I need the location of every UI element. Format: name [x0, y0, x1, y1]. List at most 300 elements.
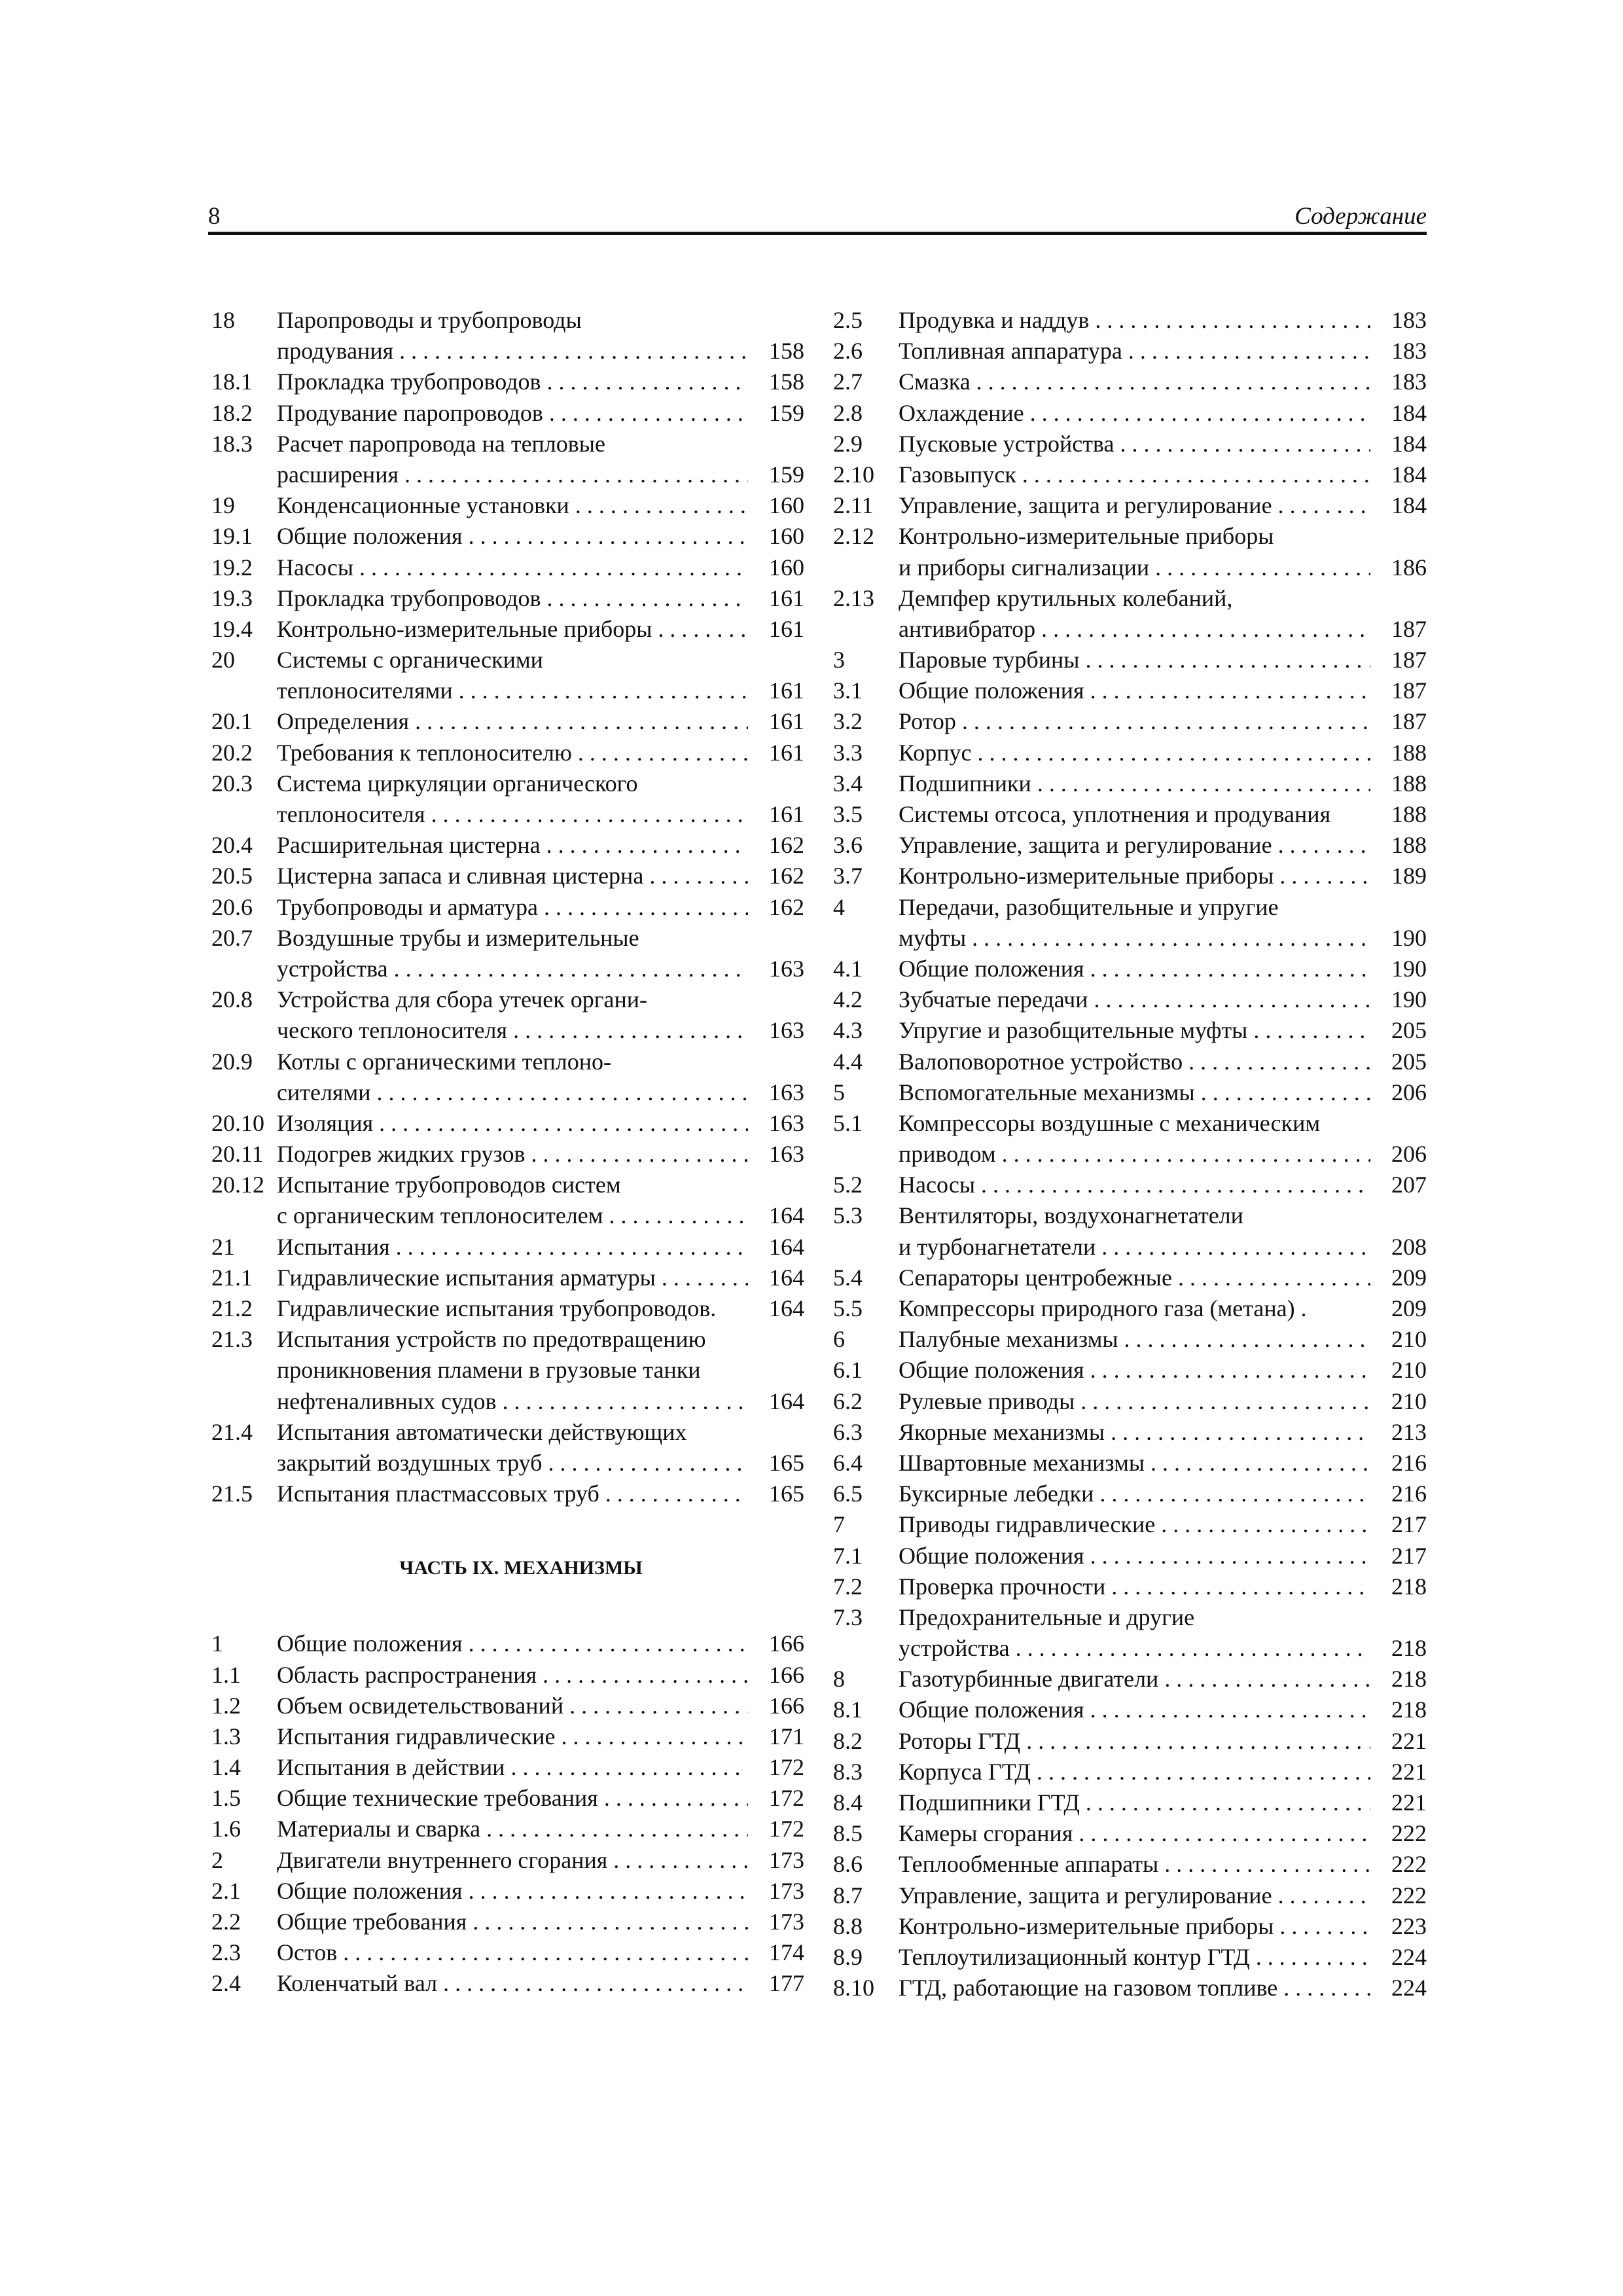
toc-entry-title: Проверка прочности . . . — [899, 1571, 1370, 1602]
toc-entry-number: 2.8 — [833, 399, 863, 426]
toc-entry-page: 216 — [1391, 1480, 1427, 1507]
toc-entry-page: 190 — [1391, 955, 1427, 982]
toc-entry — [833, 1633, 1427, 1664]
toc-entry-title: Сепараторы центробежные . . . — [899, 1263, 1370, 1293]
toc-entry-title: Насосы . . . — [899, 1170, 1370, 1200]
toc-entry-number: 4.4 — [833, 1048, 863, 1075]
toc-entry-title: Расчет паропровода на тепловые — [277, 430, 605, 457]
toc-entry-title: продувания . . . — [277, 336, 748, 367]
toc-entry-page: 164 — [769, 1233, 804, 1260]
toc-entry-title: Демпфер крутильных колебаний, — [899, 584, 1233, 611]
toc-entry-title: Расширительная цистерна . . . — [277, 830, 748, 861]
toc-entry-title: Контрольно-измерительные приборы — [899, 523, 1274, 550]
toc-entry-title: Двигатели внутреннего сгорания . . . — [277, 1845, 748, 1876]
toc-entry-page: 158 — [769, 368, 804, 395]
toc-entry-page: 173 — [769, 1909, 804, 1935]
toc-entry-page: 172 — [769, 1816, 804, 1842]
toc-entry-page: 158 — [769, 338, 804, 365]
toc-entry-page: 186 — [1391, 554, 1427, 581]
toc-entry-title: Топливная аппаратура . . . — [899, 336, 1370, 367]
toc-entry-number: 1.2 — [211, 1692, 241, 1719]
toc-entry — [211, 1077, 804, 1108]
toc-entry-page: 187 — [1391, 708, 1427, 735]
toc-entry — [211, 1324, 804, 1355]
toc-entry-title: Управление, защита и регулирование . . . — [899, 490, 1370, 521]
toc-entry-page: 166 — [769, 1692, 804, 1719]
toc-entry-number: 18.2 — [211, 399, 253, 426]
toc-entry-page: 188 — [1391, 739, 1427, 766]
toc-entry-page: 208 — [1391, 1233, 1427, 1260]
toc-entry-title: Вспомогательные механизмы . . . — [899, 1077, 1370, 1108]
toc-entry — [211, 1200, 804, 1231]
toc-entry-title: Трубопроводы и арматура . . . — [277, 892, 748, 923]
toc-entry — [211, 398, 804, 429]
toc-entry-title: Устройства для сбора утечек органи- — [277, 986, 647, 1013]
toc-entry-number: 7.1 — [833, 1542, 863, 1569]
toc-entry-page: 165 — [769, 1480, 804, 1507]
toc-entry-title: Котлы с органическими теплоно- — [277, 1048, 611, 1075]
toc-entry — [211, 1814, 804, 1844]
toc-entry-page: 188 — [1391, 770, 1427, 797]
toc-entry-number: 19.3 — [211, 584, 253, 611]
page-header — [208, 202, 1427, 235]
toc-entry — [211, 552, 804, 583]
toc-entry — [833, 923, 1427, 954]
toc-entry-number: 2.6 — [833, 338, 863, 365]
toc-entry-title: Теплоутилизационный контур ГТД . . . — [899, 1942, 1370, 1973]
toc-entry-page: 213 — [1391, 1418, 1427, 1445]
toc-entry-title: Общие положения . . . — [899, 675, 1370, 706]
toc-entry — [833, 1324, 1427, 1355]
toc-entry-title: устройства . . . — [899, 1633, 1370, 1664]
toc-entry-page: 161 — [769, 677, 804, 704]
toc-entry-page: 224 — [1391, 1975, 1427, 2001]
toc-entry-number: 8.7 — [833, 1882, 863, 1909]
toc-entry — [833, 1448, 1427, 1479]
toc-entry-title: Испытания . . . — [277, 1232, 748, 1263]
toc-entry-page: 205 — [1391, 1048, 1427, 1075]
toc-entry — [833, 984, 1427, 1015]
toc-entry — [211, 1876, 804, 1907]
toc-entry-page: 163 — [769, 1079, 804, 1105]
toc-entry-title: Общие положения . . . — [277, 1876, 748, 1907]
toc-entry-number: 2.9 — [833, 430, 863, 457]
toc-entry-page: 184 — [1391, 399, 1427, 426]
toc-entry-title: Теплообменные аппараты . . . — [899, 1849, 1370, 1880]
toc-entry — [211, 1968, 804, 1999]
toc-entry-title: Материалы и сварка . . . — [277, 1814, 748, 1844]
toc-entry-page: 183 — [1391, 338, 1427, 365]
toc-entry-page: 177 — [769, 1970, 804, 1997]
toc-entry-title: закрытий воздушных труб . . . — [277, 1448, 748, 1479]
toc-entry — [211, 1660, 804, 1691]
toc-entry — [211, 892, 804, 923]
toc-entry-title: Испытания в действии . . . — [277, 1752, 748, 1783]
toc-entry — [211, 1232, 804, 1263]
toc-entry-page: 187 — [1391, 647, 1427, 673]
toc-entry — [211, 830, 804, 861]
toc-entry-number: 4.1 — [833, 955, 863, 982]
toc-entry — [833, 1355, 1427, 1386]
toc-entry-title: расширения . . . — [277, 459, 748, 490]
toc-entry-number: 21.4 — [211, 1418, 253, 1445]
toc-entry — [833, 892, 1427, 923]
toc-entry-title: с органическим теплоносителем . . . — [277, 1200, 748, 1231]
toc-entry-page: 183 — [1391, 368, 1427, 395]
toc-entry — [833, 429, 1427, 459]
toc-entry-page: 161 — [769, 584, 804, 611]
toc-entry-page: 174 — [769, 1939, 804, 1966]
toc-entry-number: 5.5 — [833, 1295, 863, 1321]
toc-entry — [833, 1077, 1427, 1108]
toc-entry — [833, 1232, 1427, 1263]
toc-entry-title: Изоляция . . . — [277, 1108, 748, 1139]
toc-entry-title: Остов . . . — [277, 1937, 748, 1968]
toc-entry-page: 206 — [1391, 1141, 1427, 1168]
toc-entry — [833, 1479, 1427, 1509]
toc-entry-number: 1 — [211, 1630, 223, 1657]
toc-entry-title: Компрессоры воздушные с механическим — [899, 1109, 1321, 1136]
toc-entry-title: Продувка и наддув . . . — [899, 305, 1370, 336]
toc-entry-page: 172 — [769, 1754, 804, 1781]
toc-entry-number: 5.4 — [833, 1264, 863, 1291]
toc-entry-title: Палубные механизмы . . . — [899, 1324, 1370, 1355]
toc-entry-number: 3.5 — [833, 801, 863, 827]
toc-entry-title: Подогрев жидких грузов . . . — [277, 1139, 748, 1170]
toc-entry-title: Предохранительные и другие — [899, 1604, 1195, 1630]
toc-entry-title: Цистерна запаса и сливная цистерна . . . — [277, 861, 748, 891]
toc-entry-page: 188 — [1391, 801, 1427, 827]
toc-entry — [833, 1386, 1427, 1417]
toc-entry — [211, 706, 804, 737]
toc-entry-page: 184 — [1391, 492, 1427, 519]
toc-entry — [833, 1170, 1427, 1200]
toc-entry-title: Общие положения . . . — [277, 1628, 748, 1659]
toc-entry-number: 1.6 — [211, 1816, 241, 1842]
toc-entry-number: 21 — [211, 1233, 235, 1260]
toc-entry-page: 190 — [1391, 986, 1427, 1013]
toc-entry — [833, 1757, 1427, 1787]
toc-entry-title: Корпуса ГТД . . . — [899, 1757, 1370, 1787]
toc-entry-page: 164 — [769, 1202, 804, 1229]
toc-entry-number: 20.12 — [211, 1172, 264, 1198]
toc-right-column — [833, 305, 1427, 2003]
toc-entry-page: 160 — [769, 523, 804, 550]
toc-entry-title: Рулевые приводы . . . — [899, 1386, 1370, 1417]
toc-entry-page: 187 — [1391, 615, 1427, 642]
toc-entry-number: 6.5 — [833, 1480, 863, 1507]
toc-entry-page: 221 — [1391, 1758, 1427, 1785]
toc-entry-page: 163 — [769, 955, 804, 982]
toc-entry — [833, 1015, 1427, 1046]
toc-entry-title: нефтеналивных судов . . . — [277, 1386, 748, 1417]
toc-entry-page: 184 — [1391, 461, 1427, 488]
toc-entry-title: Системы с органическими — [277, 647, 543, 673]
toc-entry-number: 19.2 — [211, 554, 253, 581]
spacer — [211, 1509, 804, 1549]
toc-entry — [211, 1691, 804, 1721]
toc-entry-number: 20.4 — [211, 832, 253, 859]
toc-entry-number: 21.2 — [211, 1295, 253, 1321]
toc-entry-page: 162 — [769, 893, 804, 920]
toc-entry — [833, 1664, 1427, 1695]
toc-entry — [833, 459, 1427, 490]
toc-entry-page: 218 — [1391, 1635, 1427, 1662]
toc-entry-title: сителями . . . — [277, 1077, 748, 1108]
toc-entry-number: 2.1 — [211, 1877, 241, 1904]
toc-entry-number: 18 — [211, 307, 235, 333]
toc-entry-page: 183 — [1391, 307, 1427, 333]
toc-entry — [833, 1787, 1427, 1818]
toc-entry-page: 222 — [1391, 1882, 1427, 1909]
toc-entry — [833, 367, 1427, 397]
toc-entry-page: 223 — [1391, 1912, 1427, 1939]
toc-entry-number: 20.9 — [211, 1048, 253, 1075]
toc-entry-title: Контрольно-измерительные приборы . . . — [899, 1911, 1370, 1942]
toc-entry — [211, 490, 804, 521]
toc-entry — [833, 490, 1427, 521]
toc-entry-page: 224 — [1391, 1943, 1427, 1970]
toc-entry — [833, 1726, 1427, 1757]
toc-entry — [211, 1783, 804, 1814]
toc-entry — [211, 1907, 804, 1937]
toc-entry-number: 8.1 — [833, 1696, 863, 1723]
toc-entry-title: проникновения пламени в грузовые танки — [277, 1357, 701, 1384]
toc-entry-number: 3.7 — [833, 863, 863, 889]
toc-entry-number: 20.1 — [211, 708, 253, 735]
toc-entry-title: Конденсационные установки . . . — [277, 490, 748, 521]
toc-entry-title: Управление, защита и регулирование . . . — [899, 1880, 1370, 1911]
toc-entry-page: 209 — [1391, 1295, 1427, 1321]
toc-entry-title: Требования к теплоносителю . . . — [277, 738, 748, 768]
toc-entry-page: 162 — [769, 863, 804, 889]
toc-entry-page: 163 — [769, 1141, 804, 1168]
toc-entry-number: 2.10 — [833, 461, 874, 488]
toc-entry — [833, 305, 1427, 336]
toc-entry-page: 207 — [1391, 1172, 1427, 1198]
toc-entry-number: 2.5 — [833, 307, 863, 333]
toc-entry — [211, 1139, 804, 1170]
toc-entry-title: Общие положения . . . — [899, 1355, 1370, 1386]
toc-entry-title: Валоповоротное устройство . . . — [899, 1047, 1370, 1077]
toc-entry-number: 4 — [833, 893, 845, 920]
toc-entry-title: теплоносителями . . . — [277, 675, 748, 706]
toc-entry — [211, 1721, 804, 1752]
toc-entry-title: Охлаждение . . . — [899, 398, 1370, 429]
toc-entry-title: Вентиляторы, воздухонагнетатели — [899, 1202, 1243, 1229]
toc-entry-title: Камеры сгорания . . . — [899, 1818, 1370, 1849]
toc-entry — [211, 1047, 804, 1077]
toc-entry-title: Испытания гидравлические . . . — [277, 1721, 748, 1752]
toc-entry — [211, 459, 804, 490]
toc-entry-number: 20.6 — [211, 893, 253, 920]
toc-entry-page: 218 — [1391, 1666, 1427, 1693]
toc-entry-number: 20.8 — [211, 986, 253, 1013]
toc-entry-number: 5.1 — [833, 1109, 863, 1136]
toc-entry-title: муфты . . . — [899, 923, 1370, 954]
toc-entry-page: 163 — [769, 1017, 804, 1044]
toc-entry — [211, 1108, 804, 1139]
toc-entry-title: ческого теплоносителя . . . — [277, 1015, 748, 1046]
toc-entry — [833, 738, 1427, 768]
toc-entry-number: 8.3 — [833, 1758, 863, 1785]
toc-entry-title: Гидравлические испытания трубопроводов. — [277, 1295, 717, 1321]
toc-entry-page: 221 — [1391, 1727, 1427, 1754]
toc-entry-number: 20.3 — [211, 770, 253, 797]
toc-entry — [211, 675, 804, 706]
toc-entry-title: Газовыпуск . . . — [899, 459, 1370, 490]
toc-entry — [211, 1628, 804, 1659]
toc-entry-title: Корпус . . . — [899, 738, 1370, 768]
toc-entry-number: 8.4 — [833, 1789, 863, 1816]
toc-entry — [833, 1602, 1427, 1633]
toc-entry-number: 19 — [211, 492, 235, 519]
toc-entry-number: 7.3 — [833, 1604, 863, 1630]
toc-entry-number: 7 — [833, 1511, 845, 1538]
toc-entry-page: 187 — [1391, 677, 1427, 704]
toc-entry-title: Управление, защита и регулирование . . . — [899, 830, 1370, 861]
toc-entry-number: 2.11 — [833, 492, 874, 519]
toc-entry-page: 218 — [1391, 1573, 1427, 1600]
toc-entry — [211, 305, 804, 336]
toc-entry — [833, 954, 1427, 984]
toc-entry-number: 19.4 — [211, 615, 253, 642]
toc-entry — [833, 1911, 1427, 1942]
toc-entry-page: 164 — [769, 1295, 804, 1321]
toc-entry-number: 4.3 — [833, 1017, 863, 1044]
toc-entry — [211, 367, 804, 397]
toc-entry — [833, 706, 1427, 737]
toc-entry — [211, 1355, 804, 1386]
toc-entry-title: Испытания пластмассовых труб . . . — [277, 1479, 748, 1509]
toc-entry-number: 5.2 — [833, 1172, 863, 1198]
toc-entry-number: 3.1 — [833, 677, 863, 704]
toc-entry-title: Общие положения . . . — [277, 521, 748, 552]
toc-entry — [833, 1849, 1427, 1880]
toc-entry-number: 3.6 — [833, 832, 863, 859]
toc-entry-title: приводом . . . — [899, 1139, 1370, 1170]
toc-entry-page: 218 — [1391, 1696, 1427, 1723]
toc-left-column — [211, 305, 804, 2000]
toc-entry-number: 2 — [211, 1846, 223, 1873]
toc-entry-number: 3.3 — [833, 739, 863, 766]
toc-entry-title: Объем освидетельствований . . . — [277, 1691, 748, 1721]
toc-entry-number: 1.1 — [211, 1661, 241, 1688]
toc-entry-page: 210 — [1391, 1326, 1427, 1353]
toc-entry — [833, 1973, 1427, 2003]
spacer — [211, 1588, 804, 1628]
toc-entry-title: Общие положения . . . — [899, 1695, 1370, 1725]
toc-entry-title: Якорные механизмы . . . — [899, 1417, 1370, 1448]
toc-entry-page: 173 — [769, 1846, 804, 1873]
toc-entry-title: Швартовные механизмы . . . — [899, 1448, 1370, 1479]
toc-entry — [211, 799, 804, 830]
toc-entry-title: Испытание трубопроводов систем — [277, 1172, 621, 1198]
toc-entry — [211, 768, 804, 799]
toc-entry-page: 160 — [769, 554, 804, 581]
toc-entry — [833, 675, 1427, 706]
toc-entry-title: Общие требования . . . — [277, 1907, 748, 1937]
toc-entry-number: 8.2 — [833, 1727, 863, 1754]
toc-entry-number: 18.1 — [211, 368, 253, 395]
toc-entry — [211, 336, 804, 367]
toc-entry-page: 161 — [769, 739, 804, 766]
toc-entry — [833, 861, 1427, 891]
toc-entry-title: Передачи, разобщительные и упругие — [899, 893, 1279, 920]
toc-entry-number: 1.3 — [211, 1723, 241, 1749]
toc-entry-page: 206 — [1391, 1079, 1427, 1105]
toc-entry — [211, 1937, 804, 1968]
toc-entry-title: Испытания автоматически действующих — [277, 1418, 687, 1445]
toc-entry — [833, 1880, 1427, 1911]
toc-entry-page: 209 — [1391, 1264, 1427, 1291]
toc-entry — [211, 1752, 804, 1783]
toc-entry-number: 2.3 — [211, 1939, 241, 1966]
toc-entry — [833, 1200, 1427, 1231]
toc-entry — [211, 614, 804, 645]
part-heading: ЧАСТЬ IX. МЕХАНИЗМЫ — [399, 1557, 643, 1579]
toc-entry-title: ГТД, работающие на газовом топливе . . . — [899, 1973, 1370, 2003]
toc-entry-title: Общие положения . . . — [899, 954, 1370, 984]
toc-entry-title: Системы отсоса, уплотнения и продувания — [899, 801, 1331, 827]
toc-entry — [211, 1479, 804, 1509]
toc-entry-number: 4.2 — [833, 986, 863, 1013]
toc-entry-number: 2.4 — [211, 1970, 241, 1997]
toc-entry — [211, 1386, 804, 1417]
toc-entry-page: 222 — [1391, 1820, 1427, 1847]
toc-entry — [211, 1015, 804, 1046]
toc-entry-number: 6.1 — [833, 1357, 863, 1384]
toc-entry-number: 8 — [833, 1666, 845, 1693]
toc-entry-title: Приводы гидравлические . . . — [899, 1509, 1370, 1540]
toc-entry-title: Общие положения . . . — [899, 1541, 1370, 1571]
toc-entry-title: теплоносителя . . . — [277, 799, 748, 830]
toc-entry — [211, 861, 804, 891]
toc-entry — [833, 336, 1427, 367]
toc-entry — [211, 521, 804, 552]
toc-entry-number: 18.3 — [211, 430, 253, 457]
toc-entry-number: 8.5 — [833, 1820, 863, 1847]
toc-entry-page: 161 — [769, 615, 804, 642]
toc-entry — [211, 583, 804, 614]
toc-entry — [833, 645, 1427, 675]
toc-entry-page: 221 — [1391, 1789, 1427, 1816]
toc-entry — [833, 1263, 1427, 1293]
toc-entry-page: 164 — [769, 1388, 804, 1414]
toc-entry-page: 166 — [769, 1661, 804, 1688]
toc-entry-page: 217 — [1391, 1511, 1427, 1538]
toc-entry-number: 6.4 — [833, 1449, 863, 1476]
toc-entry — [833, 583, 1427, 614]
toc-entry-title: Коленчатый вал . . . — [277, 1968, 748, 1999]
toc-entry — [211, 1293, 804, 1324]
toc-entry-title: Прокладка трубопроводов . . . — [277, 367, 748, 397]
toc-entry — [833, 1139, 1427, 1170]
toc-entry-number: 7.2 — [833, 1573, 863, 1600]
toc-entry-number: 2.2 — [211, 1909, 241, 1935]
toc-entry-title: Паровые турбины . . . — [899, 645, 1370, 675]
toc-entry-number: 5 — [833, 1079, 845, 1105]
toc-entry — [211, 1263, 804, 1293]
toc-entry — [833, 614, 1427, 645]
toc-entry-title: Испытания устройств по предотвращению — [277, 1326, 706, 1353]
toc-entry-page: 159 — [769, 461, 804, 488]
toc-entry-page: 162 — [769, 832, 804, 859]
toc-entry-title: Компрессоры природного газа (метана) . — [899, 1295, 1307, 1321]
toc-entry-title: Определения . . . — [277, 706, 748, 737]
toc-entry-page: 163 — [769, 1109, 804, 1136]
page-number: 8 — [208, 203, 221, 230]
